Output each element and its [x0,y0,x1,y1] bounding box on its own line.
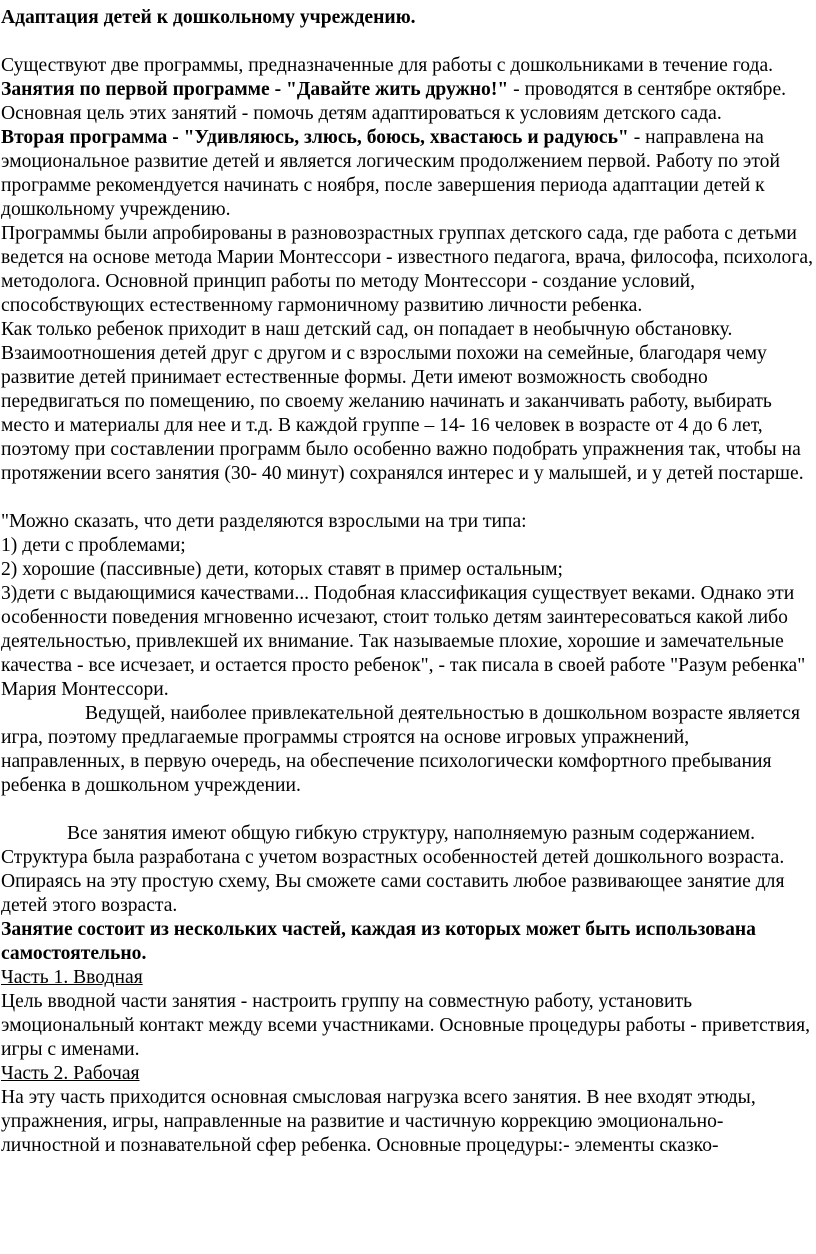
blank-line [1,30,816,54]
blank-line [1,798,816,822]
paragraph-montessori: Программы были апробированы в разновозрастных группах детского сада, где работа с детьми ведется на основе метода Марии Монтессори - известного педагога, врача, философа, психолога, методолога. Основной принцип работы по методу Монтессори - создание условий, способствующих естественному гармоничному развитию личности ребенка. [1,223,813,316]
paragraph-structure: Все занятия имеют общую гибкую структуру, наполняемую разным содержанием. Структура была разработана с учетом возрастных особенностей детей дошкольного возраста. Опираясь на эту простую схему, Вы сможете сами составить любое развивающее занятие для детей этого возраста. [1,823,785,916]
part2-text: На эту часть приходится основная смысловая нагрузка всего занятия. В нее входят этюды, упражнения, игры, направленные на развитие и частичную коррекцию эмоционально-личностной и познавательной сфер ребенка. Основные процедуры:- элементы сказко- [1,1087,756,1156]
blank-line [1,486,816,510]
list-item: 3)дети с выдающимися качествами... Подобная классификация существует веками. Однако эти особенности поведения мгновенно исчезают, стоит только детям заинтересоваться какой либо деятельностью, привлекшей их внимание. Так называемые плохие, хорошие и замечательные качества - все исчезает, и остается просто ребенок", - так писала в своей работе "Разум ребенка" Мария Монтессори. [1,583,806,700]
paragraph-second-program [1,126,816,222]
document-title: Адаптация детей к дошкольному учреждению. [1,7,416,28]
paragraph-first-program [1,78,816,126]
part1-heading: Часть 1. Вводная [1,967,143,988]
first-program-title: Занятия по первой программе - "Давайте жить дружно!" [1,79,509,100]
list-item: 1) дети с проблемами; [1,535,186,556]
part1-text: Цель вводной части занятия - настроить группу на совместную работу, установить эмоциональный контакт между всеми участниками. Основные процедуры работы - приветствия, игры с именами. [1,991,810,1060]
list-item: 2) хорошие (пассивные) дети, которых ставят в пример остальным; [1,559,563,580]
paragraph-kindergarten: Как только ребенок приходит в наш детский сад, он попадает в необычную обстановку. Взаимоотношения детей друг с другом и с взрослыми похожи на семейные, благодаря чему развитие детей принимает естественные формы. Дети имеют возможность свободно передвигаться по помещению, по своему желанию начинать и заканчивать работу, выбирать место и материалы для нее и т.д. В каждой группе – 14- 16 человек в возрасте от 4 до 6 лет, поэтому при составлении программ было особенно важно подобрать упражнения так, чтобы на протяжении всего занятия (30- 40 минут) сохранялся интерес и у малышей, и у детей постарше. [1,319,804,484]
quote-intro: "Можно сказать, что дети разделяются взрослыми на три типа: [1,511,527,532]
paragraph-intro: Существуют две программы, предназначенные для работы с дошкольниками в течение года. [1,55,774,76]
first-program-text: - проводятся в сентябре октябре. Основная цель этих занятий - помочь детям адаптироваться к условиям детского сада. [1,79,787,124]
part2-heading: Часть 2. Рабочая [1,1063,140,1084]
second-program-title: Вторая программа - "Удивляюсь, злюсь, боюсь, хвастаюсь и радуюсь" [1,127,629,148]
second-program-text: - направлена на эмоциональное развитие детей и является логическим продолжением первой. Работу по этой программе рекомендуется начинать с ноября, после завершения периода адаптации детей к дошкольному учреждению. [1,127,780,220]
paragraph-lesson-parts: Занятие состоит из нескольких частей, каждая из которых может быть использована самостоятельно. [1,919,756,964]
paragraph-play-activity: Ведущей, наиболее привлекательной деятельностью в дошкольном возрасте является игра, поэтому предлагаемые программы строятся на основе игровых упражнений, направленных, в первую очередь, на обеспечение психологически комфортного пребывания ребенка в дошкольном учреждении. [1,703,801,796]
